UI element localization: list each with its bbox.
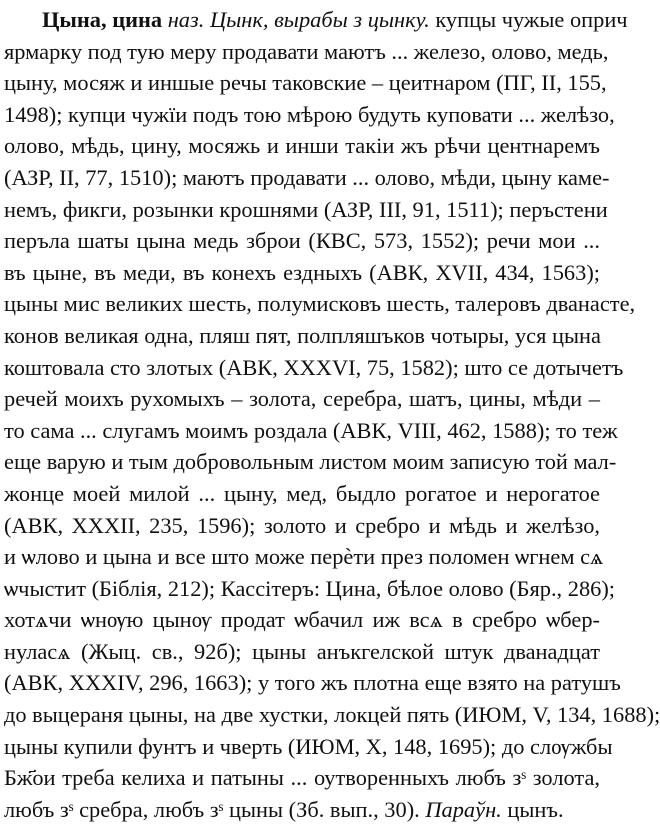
definition: Цынк, вырабы з цынку. (209, 7, 430, 32)
entry-line-1 (4, 4, 628, 36)
entry-line-6: (АЗР, II, 77, 1510); маютъ продавати ... олово, мѣди, цыну каме- (4, 164, 610, 190)
entry-line-2: ярмарку под тую меру продавати маютъ ... железо, олово, медь, (4, 38, 609, 64)
entry-line-22: (АВК, XXXIV, 296, 1663); у того жъ плотна еще взято на ратушъ (4, 670, 621, 696)
entry-line-18: и ѡлово и цына и все што може перѐти през поломен ѡгнем сѧ (4, 544, 604, 570)
cross-reference: цынъ. (507, 796, 564, 822)
entry-line-10: цыны мис великих шесть, полумисковъ шесть, талеровъ дванасте, (4, 291, 636, 317)
entry-line-8: перъла шаты цына медь зброи (КВС, 573, 1552); речи мои ... (4, 228, 600, 254)
entry-line-17: (АВК, XXXII, 235, 1596); золото и сребро и мѣдь и желѣзо, (4, 512, 600, 538)
entry-line-20: хотѧчи ѡнѹю цынѹ продат ѡбачил иж всѧ в сребро ѡбер- (4, 607, 600, 633)
entry-text-final: любъ зˢ сребра, любъ зˢ цыны (Зб. вып., 30). (4, 796, 420, 822)
entry-line-23: до выцераня цыны, на две хустки, локцей пять (ИЮМ, V, 134, 1688); (4, 702, 660, 728)
entry-line-21: нуласѧ (Жыц. св., 92б); цыны анъкгелской штук дванадцат (4, 638, 600, 664)
compare-label: Параўн. (425, 796, 502, 822)
entry-line-19: ѡчыстит (Біблія, 212); Кассітеръ: Цина, бѣлое олово (Бяр., 286); (4, 575, 616, 601)
entry-line-24: цыны купили фунтъ и чверть (ИЮМ, X, 148, 1695); до слѹжбы (4, 733, 613, 759)
entry-line-11: конов великая одна, пляш пят, полпляшъков чотыры, уся цына (4, 322, 601, 348)
entry-line-12: коштовала сто злотых (АВК, XXXVI, 75, 1582); што се дотычетъ (4, 354, 624, 380)
entry-text: купцы чужые оприч (435, 7, 628, 32)
entry-line-15: еще варую и тым добровольным листом моим записую той мал- (4, 449, 617, 475)
entry-line-7: немъ, фикги, розынки крошнями (АЗР, III, 91, 1511); перъстени (4, 196, 608, 222)
entry-line-5: олово, мѣдь, цину, мосяжь и инши такіи жъ рѣчи центнаремъ (4, 133, 600, 159)
entry-line-16: жонце моей милой ... цыну, мед, быдло рогатое и нерогатое (4, 480, 600, 506)
dictionary-entry (4, 4, 660, 825)
entry-line-4: 1498); купци чужїи подъ тою мѣрою будуть куповати ... желѣзо, (4, 101, 615, 127)
grammar-label: наз. (167, 7, 205, 32)
entry-line-9: въ цыне, въ меди, въ конехъ ездныхъ (АВК, XVII, 434, 1563); (4, 259, 600, 285)
entry-line-13: речей моихъ рухомыхъ – золота, серебра, шатъ, цины, мѣди – (4, 386, 600, 412)
entry-line-25: Бж҃ои треба келиха и патыны ... оутворенныхъ любъ зˢ золота, (4, 765, 600, 791)
headword: Цына, цина (42, 7, 163, 32)
entry-line-3: цыну, мосяж и иншые речы таковские – цеитнаром (ПГ, II, 155, (4, 70, 607, 96)
entry-line-26 (4, 794, 600, 825)
entry-line-14: то сама ... слугамъ моимъ роздала (АВК, VIII, 462, 1588); то теж (4, 417, 618, 443)
